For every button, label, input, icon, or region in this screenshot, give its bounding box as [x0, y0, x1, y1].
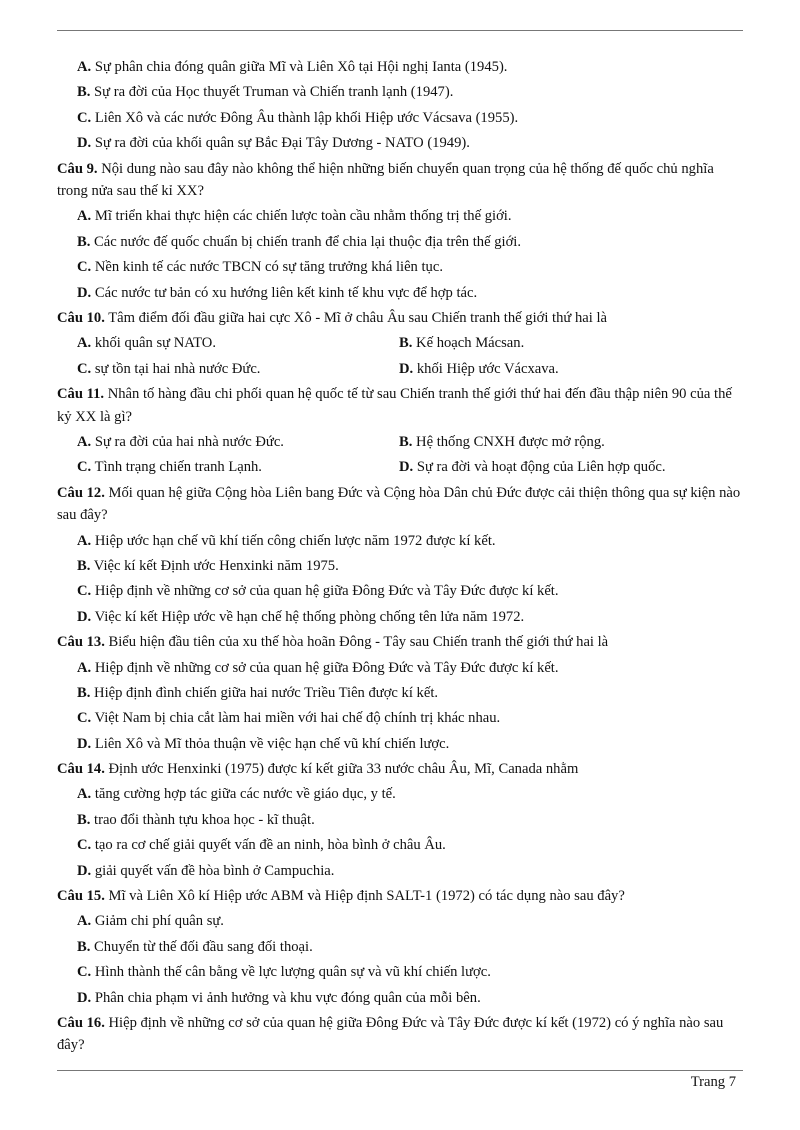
question-number: Câu 12.: [57, 484, 105, 501]
answer-option: [77, 430, 399, 455]
question-number: Câu 9.: [57, 160, 98, 177]
option-text: Liên Xô và các nước Đông Âu thành lập khối Hiệp ước Vácsava (1955).: [91, 109, 519, 126]
option-text: Sự ra đời và hoạt động của Liên hợp quốc.: [413, 459, 666, 476]
option-text: Nền kinh tế các nước TBCN có sự tăng trưởng khá liên tục.: [91, 259, 443, 276]
option-letter: A.: [77, 786, 92, 803]
question: [57, 884, 743, 909]
header-rule: [57, 30, 743, 31]
question-text: Định ước Henxinki (1975) được kí kết giữa 33 nước châu Âu, Mĩ, Canada nhằm: [104, 761, 579, 778]
question: [57, 1011, 743, 1059]
option-text: Mĩ triển khai thực hiện các chiến lược toàn cầu nhằm thống trị thế giới.: [91, 208, 512, 225]
question-number: Câu 11.: [57, 386, 105, 403]
option-text: Hình thành thế cân bằng về lực lượng quân sự và vũ khí chiến lược.: [91, 964, 491, 981]
option-letter: C.: [77, 259, 92, 276]
question: [57, 306, 743, 331]
option-text: Hiệp ước hạn chế vũ khí tiến công chiến lược năm 1972 được kí kết.: [91, 532, 496, 549]
answer-option: [57, 782, 743, 807]
option-text: Hệ thống CNXH được mở rộng.: [412, 433, 605, 450]
answer-option: [57, 909, 743, 934]
answer-option: [57, 80, 743, 105]
answer-option-row: [57, 430, 743, 455]
option-text: Các nước đế quốc chuẩn bị chiến tranh để chia lại thuộc địa trên thế giới.: [90, 233, 521, 250]
option-letter: A.: [77, 335, 92, 352]
option-letter: A.: [77, 659, 92, 676]
answer-option: [399, 430, 721, 455]
option-text: Sự ra đời của khối quân sự Bắc Đại Tây Dương - NATO (1949).: [91, 135, 470, 152]
option-text: Hiệp định đình chiến giữa hai nước Triều Tiên được kí kết.: [90, 684, 439, 701]
answer-option: [57, 55, 743, 80]
answer-option: [57, 255, 743, 280]
question-number: Câu 15.: [57, 888, 105, 905]
question: [57, 382, 743, 430]
answer-option: [399, 357, 721, 382]
option-text: giải quyết vấn đề hòa bình ở Campuchia.: [91, 862, 335, 879]
question: [57, 630, 743, 655]
page-number: Trang 7: [690, 1074, 736, 1090]
option-letter: D.: [77, 608, 92, 625]
answer-option: [57, 656, 743, 681]
answer-option: [77, 455, 399, 480]
option-letter: D.: [77, 735, 92, 752]
question-number: Câu 14.: [57, 761, 105, 778]
option-text: trao đổi thành tựu khoa học - kĩ thuật.: [90, 811, 315, 828]
option-letter: D.: [399, 459, 414, 476]
answer-option: [57, 808, 743, 833]
footer-rule: [57, 1070, 743, 1071]
option-text: khối quân sự NATO.: [91, 335, 216, 352]
option-letter: C.: [77, 360, 92, 377]
document-body: [57, 55, 743, 1059]
answer-option-row: [57, 357, 743, 382]
option-letter: A.: [77, 913, 92, 930]
answer-option: [57, 230, 743, 255]
option-text: tăng cường hợp tác giữa các nước về giáo dục, y tế.: [91, 786, 396, 803]
option-text: Sự ra đời của hai nhà nước Đức.: [91, 433, 284, 450]
question-text: Mối quan hệ giữa Cộng hòa Liên bang Đức và Cộng hòa Dân chủ Đức được cải thiện thông qua sự kiện nào sau đây?: [57, 484, 741, 524]
option-text: Tình trạng chiến tranh Lạnh.: [91, 459, 262, 476]
question: [57, 757, 743, 782]
option-text: Chuyển từ thế đối đầu sang đối thoại.: [90, 938, 313, 955]
answer-option: [57, 529, 743, 554]
option-text: Liên Xô và Mĩ thỏa thuận về việc hạn chế vũ khí chiến lược.: [91, 735, 450, 752]
question-number: Câu 16.: [57, 1015, 105, 1031]
question-number: Câu 10.: [57, 309, 105, 326]
option-text: Kế hoạch Mácsan.: [412, 335, 525, 352]
answer-option: [57, 732, 743, 757]
answer-option: [77, 331, 399, 356]
option-text: Giảm chi phí quân sự.: [91, 913, 224, 930]
option-letter: A.: [77, 59, 92, 75]
option-text: tạo ra cơ chế giải quyết vấn đề an ninh, hòa bình ở châu Âu.: [91, 837, 446, 854]
option-text: khối Hiệp ước Vácxava.: [413, 360, 559, 377]
answer-option: [57, 706, 743, 731]
answer-option-row: [57, 455, 743, 480]
option-letter: C.: [77, 109, 92, 126]
option-letter: D.: [77, 135, 92, 152]
answer-option: [57, 960, 743, 985]
answer-option: [77, 357, 399, 382]
option-text: sự tồn tại hai nhà nước Đức.: [91, 360, 261, 377]
question-text: Mĩ và Liên Xô kí Hiệp ước ABM và Hiệp định SALT-1 (1972) có tác dụng nào sau đây?: [104, 888, 625, 905]
option-letter: A.: [77, 208, 92, 225]
option-letter: B.: [399, 433, 413, 450]
option-text: Hiệp định về những cơ sở của quan hệ giữa Đông Đức và Tây Đức được kí kết.: [91, 659, 559, 676]
question-text: Hiệp định về những cơ sở của quan hệ giữa Đông Đức và Tây Đức được kí kết (1972) có ý nghĩa nào sau đây?: [57, 1015, 724, 1054]
answer-option: [57, 681, 743, 706]
option-letter: A.: [77, 532, 92, 549]
option-text: Hiệp định về những cơ sở của quan hệ giữa Đông Đức và Tây Đức được kí kết.: [91, 583, 559, 600]
option-text: Sự ra đời của Học thuyết Truman và Chiến tranh lạnh (1947).: [90, 84, 454, 101]
option-letter: C.: [77, 459, 92, 476]
answer-option: [57, 579, 743, 604]
option-letter: D.: [77, 862, 92, 879]
option-letter: B.: [77, 684, 91, 701]
option-letter: B.: [77, 84, 91, 101]
option-letter: B.: [77, 811, 91, 828]
question-text: Tâm điểm đối đầu giữa hai cực Xô - Mĩ ở châu Âu sau Chiến tranh thế giới thứ hai là: [104, 309, 607, 326]
option-text: Các nước tư bản có xu hướng liên kết kinh tế khu vực để hợp tác.: [91, 284, 478, 301]
option-letter: B.: [77, 938, 91, 955]
option-letter: C.: [77, 583, 92, 600]
option-letter: C.: [77, 964, 92, 981]
option-letter: D.: [77, 284, 92, 301]
answer-option-row: [57, 331, 743, 356]
option-letter: D.: [399, 360, 414, 377]
answer-option: [57, 204, 743, 229]
option-letter: D.: [77, 989, 92, 1006]
option-text: Việc kí kết Hiệp ước về hạn chế hệ thống phòng chống tên lửa năm 1972.: [91, 608, 525, 625]
option-letter: B.: [399, 335, 413, 352]
option-letter: B.: [77, 233, 91, 250]
answer-option: [57, 131, 743, 156]
answer-option: [57, 106, 743, 131]
question-text: Biểu hiện đầu tiên của xu thế hòa hoãn Đông - Tây sau Chiến tranh thế giới thứ hai là: [104, 634, 609, 651]
option-letter: C.: [77, 837, 92, 854]
option-letter: B.: [77, 557, 91, 574]
question: [57, 157, 743, 205]
option-text: Sự phân chia đóng quân giữa Mĩ và Liên Xô tại Hội nghị Ianta (1945).: [91, 59, 508, 75]
answer-option: [399, 455, 721, 480]
option-letter: C.: [77, 710, 92, 727]
answer-option: [57, 605, 743, 630]
question-text: Nhân tố hàng đầu chi phối quan hệ quốc tế từ sau Chiến tranh thế giới thứ hai đến đầu thập niên 90 của thế kỷ XX là gì?: [57, 386, 732, 425]
question-text: Nội dung nào sau đây nào không thể hiện những biến chuyển quan trọng của hệ thống đế quốc chủ nghĩa trong nửa sau thế kỉ XX?: [57, 160, 714, 199]
question: [57, 481, 743, 529]
option-text: Việt Nam bị chia cắt làm hai miền với hai chế độ chính trị khác nhau.: [91, 710, 501, 727]
option-text: Phân chia phạm vi ảnh hưởng và khu vực đóng quân của mỗi bên.: [91, 989, 481, 1006]
answer-option: [399, 331, 721, 356]
answer-option: [57, 935, 743, 960]
option-text: Việc kí kết Định ước Henxinki năm 1975.: [90, 557, 339, 574]
answer-option: [57, 986, 743, 1011]
answer-option: [57, 833, 743, 858]
question-number: Câu 13.: [57, 634, 105, 651]
answer-option: [57, 554, 743, 579]
option-letter: A.: [77, 433, 92, 450]
answer-option: [57, 859, 743, 884]
answer-option: [57, 281, 743, 306]
